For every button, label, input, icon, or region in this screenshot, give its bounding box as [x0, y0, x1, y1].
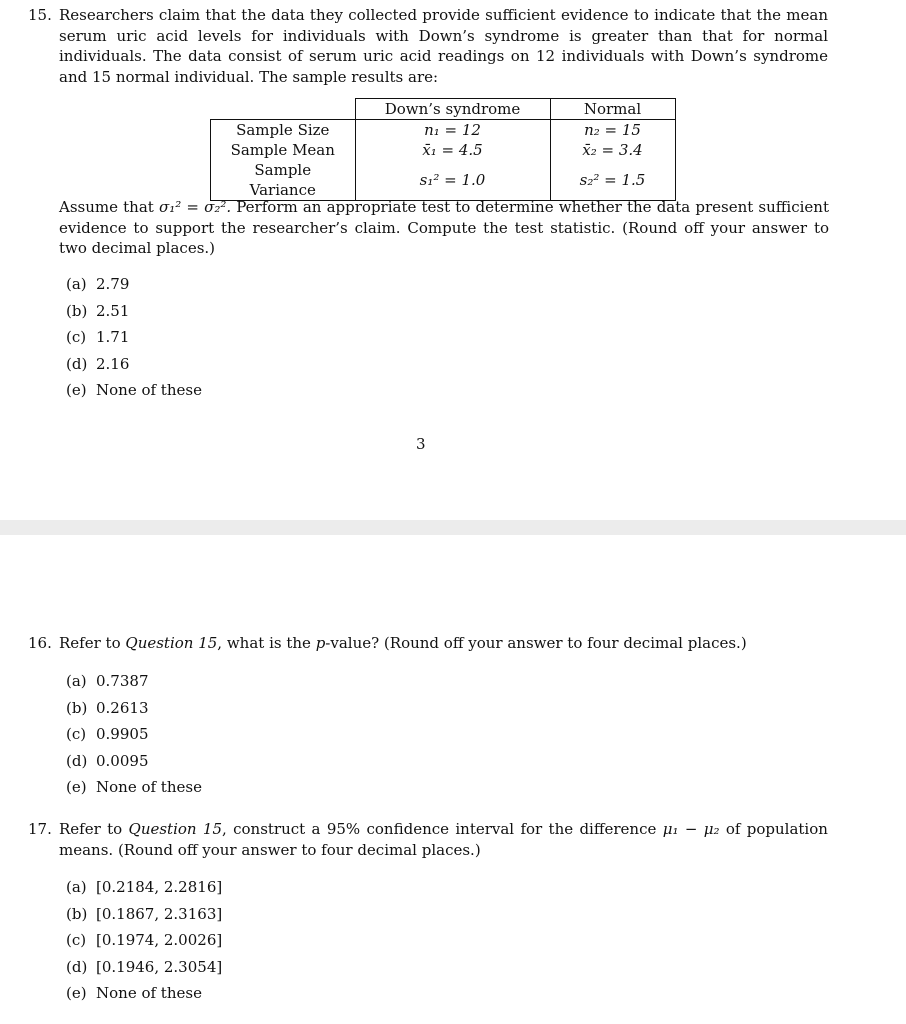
- option-b[interactable]: [66, 698, 202, 725]
- option-value: None of these: [96, 778, 202, 796]
- question-16: [28, 633, 828, 654]
- table-header-row: [211, 99, 676, 120]
- assume-prefix: Assume that: [59, 198, 154, 216]
- question-reference: Question 15: [128, 820, 222, 838]
- option-b[interactable]: [66, 904, 222, 931]
- option-value: 2.79: [96, 275, 130, 293]
- option-label: (b): [66, 698, 88, 717]
- option-value: 0.7387: [96, 672, 149, 690]
- option-a[interactable]: [66, 671, 202, 698]
- question-number: 15.: [28, 6, 52, 24]
- question-text: [59, 819, 828, 860]
- option-value: [0.1974, 2.0026]: [96, 931, 223, 949]
- table-row: [211, 140, 676, 160]
- cell-normal: n₂ = 15: [550, 120, 675, 141]
- sample-results-table: [210, 98, 676, 201]
- option-c[interactable]: [66, 724, 202, 751]
- option-c[interactable]: [66, 930, 222, 957]
- option-value: 2.16: [96, 354, 130, 373]
- row-label: Sample Mean: [211, 140, 356, 160]
- cell-down: x̄₁ = 4.5: [355, 140, 550, 160]
- option-label: (e): [66, 778, 87, 796]
- option-value: [0.2184, 2.2816]: [96, 878, 223, 896]
- option-label: (e): [66, 984, 87, 1002]
- question-reference: Question 15: [125, 634, 218, 652]
- option-label: (b): [66, 904, 88, 923]
- question-number: 17.: [28, 820, 52, 838]
- question-15: [28, 5, 828, 87]
- variance-equality: σ₁² = σ₂².: [158, 198, 232, 216]
- option-d[interactable]: [66, 354, 202, 381]
- option-label: (d): [66, 354, 88, 373]
- cell-normal: x̄₂ = 3.4: [550, 140, 675, 160]
- cell-normal: s₂² = 1.5: [550, 160, 675, 201]
- table-header-blank: [211, 99, 356, 120]
- text-prefix: Refer to: [59, 820, 123, 838]
- row-label: Sample Size: [211, 120, 356, 141]
- text-prefix: Refer to: [59, 634, 121, 652]
- option-d[interactable]: [66, 957, 222, 984]
- option-value: 0.0095: [96, 751, 149, 770]
- p-variable: p: [315, 634, 326, 652]
- option-label: (a): [66, 878, 87, 896]
- option-b[interactable]: [66, 301, 202, 328]
- option-c[interactable]: [66, 327, 202, 354]
- question-text: Researchers claim that the data they collected provide sufficient evidence to indicate that the mean serum uric acid levels for individuals with Down’s syndrome is greater than that for normal individuals. The data consist of serum uric acid readings on 12 individuals with Down’s syndrome and 15 normal individual. The sample results are:: [59, 6, 828, 86]
- mean-difference: μ₁ − μ₂: [662, 820, 720, 838]
- option-label: (b): [66, 301, 88, 320]
- option-label: (c): [66, 931, 87, 949]
- option-e[interactable]: [66, 983, 222, 1010]
- option-value: None of these: [96, 984, 202, 1002]
- option-a[interactable]: [66, 877, 222, 904]
- text-suffix: -value? (Round off your answer to four decimal places.): [325, 634, 747, 652]
- table-row: [211, 120, 676, 141]
- page-number: 3: [416, 435, 426, 453]
- option-label: (a): [66, 275, 87, 293]
- option-e[interactable]: [66, 777, 202, 804]
- option-label: (c): [66, 725, 87, 743]
- option-value: [0.1946, 2.3054]: [96, 957, 223, 976]
- q17-options: [66, 877, 222, 1010]
- option-value: [0.1867, 2.3163]: [96, 904, 223, 923]
- question-text: [59, 633, 828, 654]
- question-number: 16.: [28, 634, 52, 652]
- question-17: [28, 819, 828, 860]
- assumption-text: [59, 197, 829, 259]
- option-d[interactable]: [66, 751, 202, 778]
- text-mid: , what is the: [217, 634, 311, 652]
- cell-down: n₁ = 12: [355, 120, 550, 141]
- text-mid: , construct a 95% confidence interval for the difference: [222, 820, 657, 838]
- page-bottom: [0, 535, 906, 1024]
- table-row: [211, 160, 676, 201]
- row-label: Sample Variance: [211, 160, 356, 201]
- table-header-normal: Normal: [550, 99, 675, 120]
- page-separator: [0, 520, 906, 535]
- text-suffix: of population means. (Round off your answer to four decimal places.): [59, 820, 828, 859]
- option-e[interactable]: [66, 380, 202, 407]
- q15-options: [66, 274, 202, 407]
- option-value: 2.51: [96, 301, 130, 320]
- table-header-down: Down’s syndrome: [355, 99, 550, 120]
- option-value: 0.2613: [96, 698, 149, 717]
- option-value: 1.71: [96, 328, 130, 346]
- option-value: 0.9905: [96, 725, 149, 743]
- option-label: (e): [66, 381, 87, 399]
- cell-down: s₁² = 1.0: [355, 160, 550, 201]
- assume-rest: Perform an appropriate test to determine whether the data present sufficient evidence to support the researcher’s claim. Compute the test statistic. (Round off your answer to two decimal places.): [59, 198, 829, 257]
- q16-options: [66, 671, 202, 804]
- option-label: (c): [66, 328, 87, 346]
- option-label: (d): [66, 751, 88, 770]
- option-label: (a): [66, 672, 87, 690]
- option-label: (d): [66, 957, 88, 976]
- option-value: None of these: [96, 381, 202, 399]
- option-a[interactable]: [66, 274, 202, 301]
